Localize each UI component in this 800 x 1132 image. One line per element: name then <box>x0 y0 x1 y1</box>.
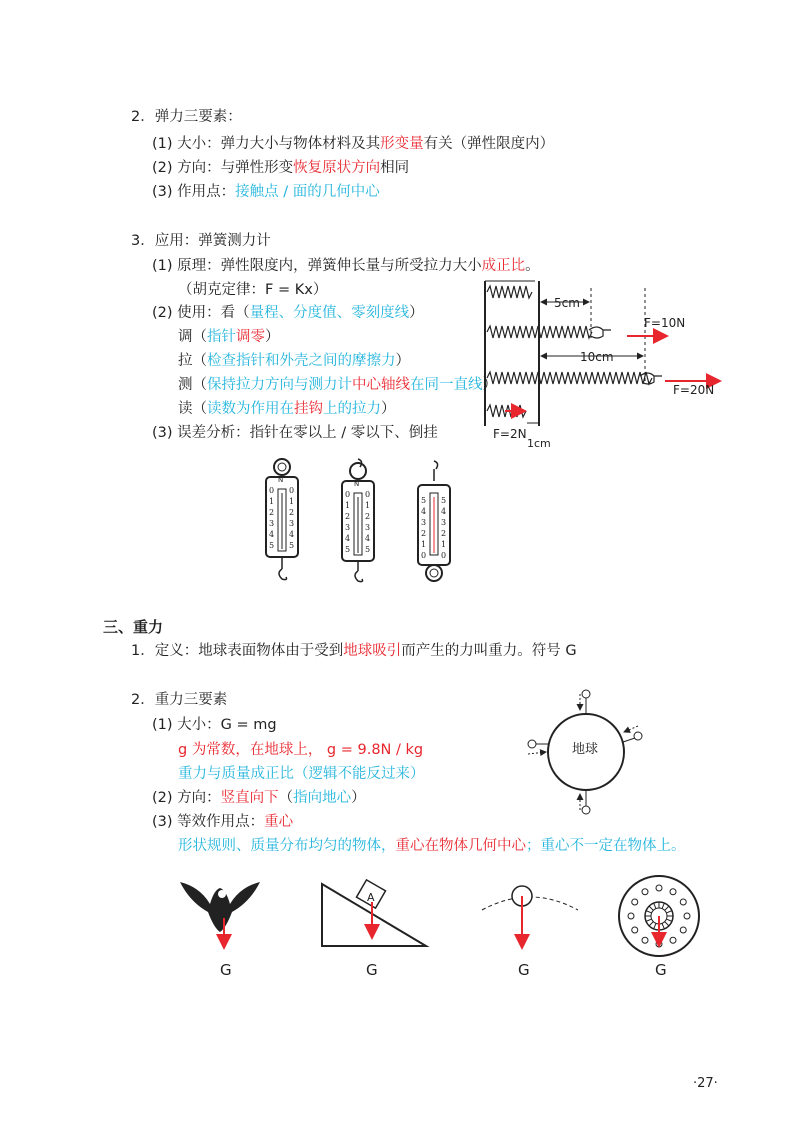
highlight-red: 形变量 <box>380 136 424 152</box>
g-label-incline: G <box>366 961 378 979</box>
gravity-three-elements-title: 2．重力三要素 <box>131 692 228 708</box>
gravity-heading: 三、重力 <box>103 618 164 636</box>
text: 测（ <box>178 377 207 393</box>
formula: F = Kx <box>265 282 313 298</box>
usage-pull-line <box>178 351 410 371</box>
scale-tick-label: 5 <box>421 496 427 505</box>
error-analysis-line: (3) 误差分析：指针在零以上 / 零以下、倒挂 <box>152 425 438 441</box>
highlight-cyan: 形状规则、质量分布均匀的物体， <box>178 838 396 854</box>
elastic-direction-line <box>152 158 409 178</box>
spring-3 <box>487 372 652 384</box>
scale-tick-label: 3 <box>441 518 447 527</box>
text: ） <box>409 305 424 321</box>
highlight-cyan: 保持拉力方向与测力计 <box>207 377 352 393</box>
ring-dot <box>670 889 676 895</box>
gravity-direction-line <box>152 788 366 808</box>
highlight-red: 中心轴线 <box>352 377 410 393</box>
spring-1 <box>487 286 532 298</box>
ring-spoke <box>654 923 656 929</box>
usage-measure-line <box>178 375 497 395</box>
ring-spoke <box>646 919 652 921</box>
highlight-red: 重心 <box>264 814 294 830</box>
g-label-eagle: G <box>220 961 232 979</box>
highlight-cyan: 接触点 / 面的几何中心 <box>235 184 380 200</box>
text: (3) 等效作用点： <box>152 814 265 830</box>
text: 相同 <box>380 160 410 176</box>
text: (1) 大小： <box>152 717 221 733</box>
hooke-law-line <box>178 280 327 300</box>
ring-dot <box>632 927 638 933</box>
label-1cm: 1cm <box>527 437 551 450</box>
scale-tick-label: 5 <box>289 541 295 550</box>
scale-tick-label: 2 <box>289 508 295 517</box>
ring-spoke <box>646 911 652 913</box>
ring-dot <box>684 913 690 919</box>
highlight-cyan: 检查指针和外壳之间的摩擦力 <box>207 353 396 369</box>
ring-dot <box>670 937 676 943</box>
highlight-red: 成正比 <box>481 258 526 274</box>
scale-tick-label: 1 <box>441 540 447 549</box>
person-icon <box>634 732 642 740</box>
highlight-cyan: 在同一直线 <box>410 377 483 393</box>
spring-scale-offset <box>338 457 378 587</box>
highlight-red: 挂钩 <box>294 401 323 417</box>
center-of-gravity-line <box>178 836 686 856</box>
g-label-ring: G <box>655 961 667 979</box>
text: (2) 方向：与弹性形变 <box>152 160 294 176</box>
scale-tick-label: 2 <box>269 508 275 517</box>
formula: G = mg <box>220 717 277 733</box>
elastic-three-elements-title: 2．弹力三要素： <box>131 109 242 125</box>
earth-label: 地球 <box>572 742 599 757</box>
person-icon <box>528 740 536 748</box>
incline-figure <box>320 880 430 955</box>
scale-tick-label: 2 <box>421 529 427 538</box>
scale-tick-label: 1 <box>289 497 295 506</box>
text: (2) 使用：看（ <box>152 305 250 321</box>
ring-dot <box>632 899 638 905</box>
label-f2: F=2N <box>493 427 527 441</box>
text: 1．定义：地球表面物体由于受到 <box>131 643 344 659</box>
ring-spoke <box>666 911 672 913</box>
highlight-cyan: 指针 <box>207 329 236 345</box>
usage-look-line <box>152 303 424 323</box>
person-icon <box>582 806 590 814</box>
ring-figure <box>614 872 704 962</box>
proportional-line: 重力与质量成正比（逻辑不能反过来） <box>178 766 425 782</box>
text: 而产生的力叫重力。符号 G <box>401 643 577 659</box>
person-icon <box>582 690 590 698</box>
scale-tick-label: 4 <box>365 534 371 543</box>
text: 。 <box>525 258 540 274</box>
elastic-point-line <box>152 182 380 202</box>
scale-tick-label: 2 <box>345 512 351 521</box>
text: 拉（ <box>178 353 207 369</box>
highlight-cyan: 指向地心 <box>293 790 352 806</box>
text: ） <box>265 329 280 345</box>
text: (1) 大小：弹力大小与物体材料及其 <box>152 136 381 152</box>
gravity-size-line <box>152 715 277 735</box>
text: ） <box>395 353 410 369</box>
ring-spoke <box>662 923 664 929</box>
scale-tick-label: 0 <box>365 490 371 499</box>
label-5cm: 5cm <box>554 296 580 310</box>
usage-adjust-line <box>178 327 280 347</box>
highlight-cyan: 上的拉力 <box>323 401 381 417</box>
scale-unit-label: N <box>354 480 360 488</box>
scale-tick-label: 4 <box>269 530 275 539</box>
scale-tick-label: 3 <box>345 523 351 532</box>
scale-tick-label: 3 <box>289 519 295 528</box>
text: （胡克定律： <box>178 282 265 298</box>
usage-read-line <box>178 399 396 419</box>
highlight-red: 地球吸引 <box>343 643 402 659</box>
text: 调（ <box>178 329 207 345</box>
scale-tick-label: 0 <box>345 490 351 499</box>
highlight-red: 竖直向下 <box>220 790 279 806</box>
scale-tick-label: 0 <box>289 486 295 495</box>
text: （ <box>278 790 294 806</box>
ring-spoke <box>649 922 653 926</box>
eagle-icon <box>180 882 260 932</box>
label-10cm: 10cm <box>580 350 614 364</box>
scale-tick-label: 4 <box>289 530 295 539</box>
ring-spoke <box>666 919 672 921</box>
scale-tick-label: 0 <box>421 551 427 560</box>
scale-tick-label: 1 <box>421 540 427 549</box>
ring-spoke <box>654 903 656 909</box>
scale-tick-label: 3 <box>269 519 275 528</box>
text: (3) 作用点： <box>152 184 236 200</box>
g-constant-line: g 为常数，在地球上， g = 9.8N / kg <box>178 742 424 758</box>
ring-dot <box>642 937 648 943</box>
pendulum-figure <box>478 880 588 960</box>
ring-dot <box>680 899 686 905</box>
label-f10: F=10N <box>644 316 686 330</box>
ring-dot <box>680 927 686 933</box>
highlight-red: 恢复原状方向 <box>293 160 381 176</box>
scale-tick-label: 5 <box>345 545 351 554</box>
gravity-definition <box>131 641 577 661</box>
ring-dot <box>656 885 662 891</box>
block-label: A <box>367 891 375 904</box>
scale-tick-label: 4 <box>345 534 351 543</box>
label-f20: F=20N <box>673 383 715 397</box>
highlight-red: 调零 <box>236 329 265 345</box>
scale-tick-label: 1 <box>345 501 351 510</box>
gravity-point-line <box>152 812 293 832</box>
spring-scale-title: 3．应用：弹簧测力计 <box>131 233 271 249</box>
scale-tick-label: 0 <box>269 486 275 495</box>
scale-tick-label: 5 <box>365 545 371 554</box>
scale-tick-label: 4 <box>441 507 447 516</box>
scale-tick-label: 1 <box>365 501 371 510</box>
scale-tick-label: 5 <box>269 541 275 550</box>
scale-tick-label: 4 <box>421 507 427 516</box>
ring-dot <box>642 889 648 895</box>
ring-spoke <box>665 922 669 926</box>
spring-scale-inverted <box>414 457 454 587</box>
text: ） <box>312 282 328 298</box>
text: (1) 原理：弹性限度内，弹簧伸长量与所受拉力大小 <box>152 258 482 274</box>
scale-tick-label: 3 <box>421 518 427 527</box>
scale-tick-label: 0 <box>441 551 447 560</box>
ring-spoke <box>662 903 664 909</box>
text: ） <box>351 790 366 806</box>
ring-spoke <box>649 906 653 910</box>
scale-tick-label: 3 <box>365 523 371 532</box>
scale-tick-label: 1 <box>269 497 275 506</box>
scale-unit-label: N <box>278 476 284 484</box>
principle-line <box>152 256 540 276</box>
g-label-pendulum: G <box>518 961 530 979</box>
highlight-cyan: 读数为作用在 <box>207 401 294 417</box>
text: (2) 方向： <box>152 790 221 806</box>
page-number: ·27· <box>693 1076 718 1091</box>
ring-spoke <box>665 906 669 910</box>
eagle-figure <box>178 872 268 952</box>
ring-dot <box>628 913 634 919</box>
hand-icon <box>640 373 662 384</box>
highlight-cyan: 量程、分度值、零刻度线 <box>249 305 410 321</box>
text: ） <box>381 401 396 417</box>
text: 读（ <box>178 401 207 417</box>
highlight-red: 重心在物体几何中心 <box>395 838 526 854</box>
elastic-size-line <box>152 134 554 154</box>
scale-tick-label: 2 <box>441 529 447 538</box>
highlight-cyan: ；重心不一定在物体上。 <box>526 838 686 854</box>
scale-tick-label: 5 <box>441 496 447 505</box>
scale-tick-label: 2 <box>365 512 371 521</box>
text: 有关（弹性限度内） <box>423 136 555 152</box>
text: ） <box>482 377 497 393</box>
